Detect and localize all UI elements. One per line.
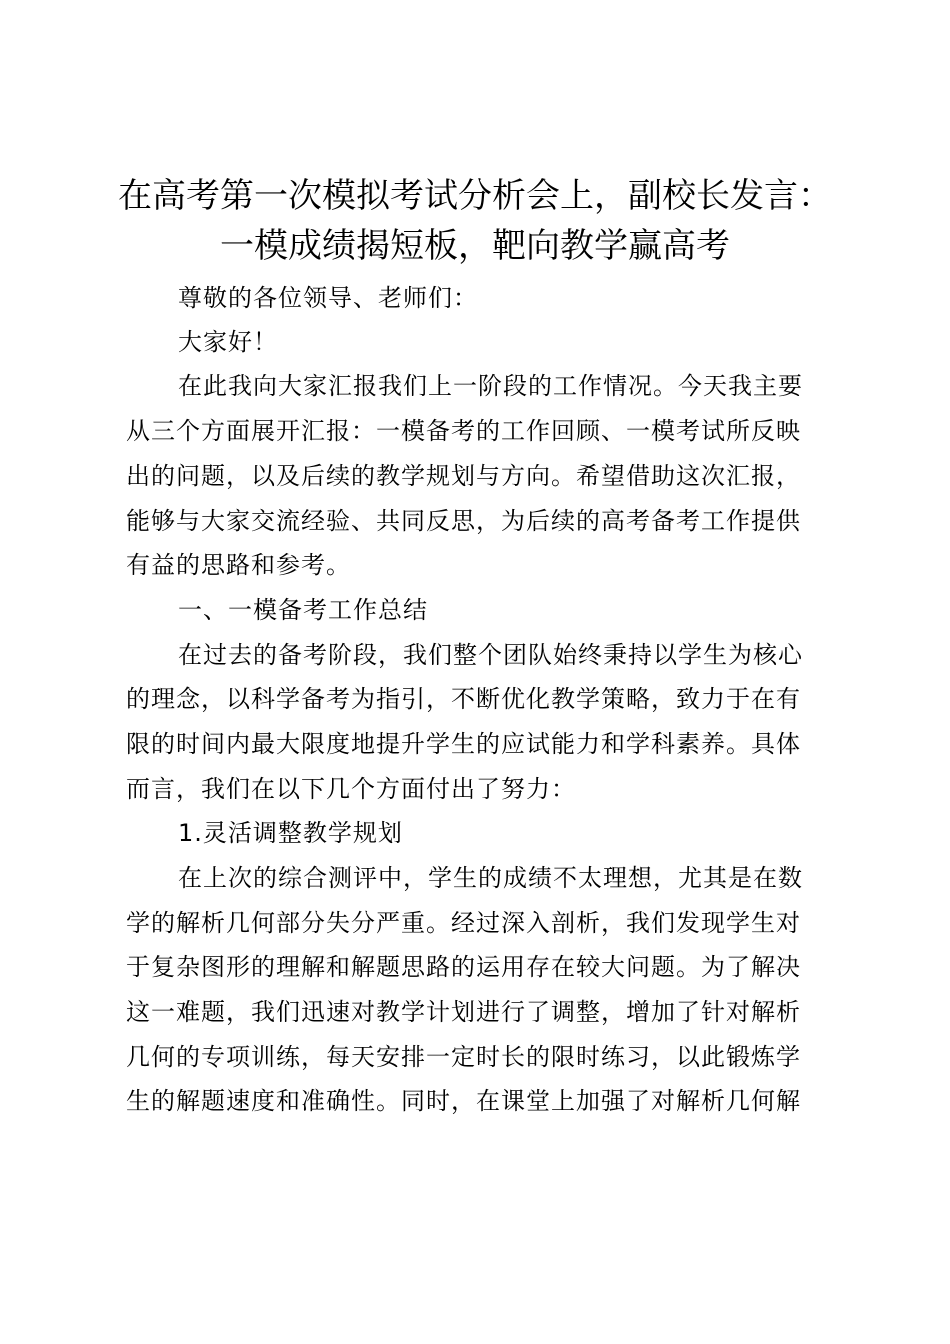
paragraph-line: 有益的思路和参考。 — [126, 551, 351, 579]
paragraph-line: 在过去的备考阶段，我们整个团队始终秉持以学生为核心 — [178, 641, 803, 669]
paragraph-line: 在上次的综合测评中，学生的成绩不太理想，尤其是在数 — [178, 864, 803, 892]
paragraph-line: 这一难题，我们迅速对教学计划进行了调整，增加了针对解析 — [126, 998, 801, 1026]
paragraph-line: 于复杂图形的理解和解题思路的运用存在较大问题。为了解决 — [126, 953, 801, 981]
section-heading: 一、一模备考工作总结 — [178, 596, 428, 624]
greeting: 大家好！ — [178, 328, 278, 356]
subsection-heading: 1.灵活调整教学规划 — [178, 819, 403, 847]
paragraph-line: 从三个方面展开汇报：一模备考的工作回顾、一模考试所反映 — [126, 417, 801, 445]
paragraph-line: 学的解析几何部分失分严重。经过深入剖析，我们发现学生对 — [126, 909, 801, 937]
document-title-line-2: 一模成绩揭短板，靶向教学赢高考 — [220, 226, 730, 266]
document-title-line-1: 在高考第一次模拟考试分析会上，副校长发言： — [118, 176, 832, 216]
paragraph-line: 的理念，以科学备考为指引，不断优化教学策略，致力于在有 — [126, 685, 801, 713]
paragraph-line: 在此我向大家汇报我们上一阶段的工作情况。今天我主要 — [178, 372, 803, 400]
paragraph-line: 能够与大家交流经验、共同反思，为后续的高考备考工作提供 — [126, 507, 801, 535]
paragraph-line: 而言，我们在以下几个方面付出了努力： — [126, 775, 576, 803]
paragraph-line: 出的问题，以及后续的教学规划与方向。希望借助这次汇报， — [126, 462, 801, 490]
salutation: 尊敬的各位领导、老师们： — [178, 284, 478, 312]
paragraph-line: 生的解题速度和准确性。同时，在课堂上加强了对解析几何解 — [126, 1087, 801, 1115]
paragraph-line: 几何的专项训练，每天安排一定时长的限时练习，以此锻炼学 — [126, 1043, 801, 1071]
paragraph-line: 限的时间内最大限度地提升学生的应试能力和学科素养。具体 — [126, 730, 801, 758]
